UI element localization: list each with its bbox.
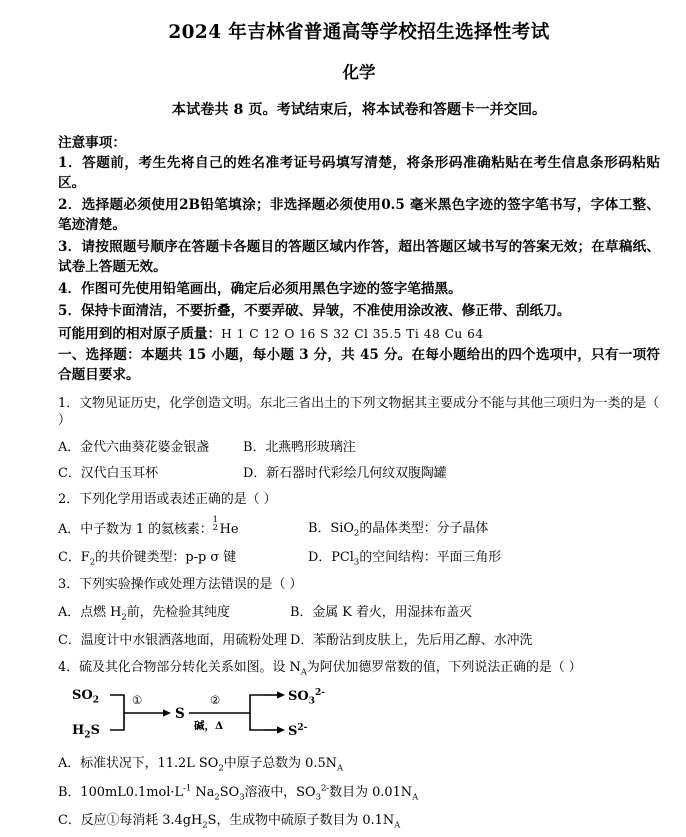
question-3-option-a-post: 前，先检验其纯度 bbox=[126, 604, 230, 620]
question-1-options-row-2 bbox=[58, 456, 660, 482]
question-2-option-c[interactable] bbox=[58, 549, 308, 566]
diagram-sulfur-label: S bbox=[175, 706, 185, 723]
na2so3-sub-na: 2 bbox=[214, 792, 220, 803]
isotope-atomic-number: 2 bbox=[212, 522, 218, 533]
formula-f2-subscript: 2 bbox=[89, 557, 96, 568]
section-header: 一、选择题：本题共 15 小题，每小题 3 分，共 45 分。在每小题给出的四个选项中，只有一项符合题目要求。 bbox=[58, 346, 660, 383]
formula-h2-subscript: 2 bbox=[121, 612, 127, 623]
sulfite-ion-charge: 2- bbox=[321, 783, 330, 794]
question-3-options-row-1 bbox=[58, 593, 660, 621]
sulfite-ion-sub: 3 bbox=[315, 792, 322, 803]
question-4-option-a-pre: A．标准状况下，11.2L SO bbox=[58, 756, 219, 772]
question-2-option-c-label: C． bbox=[58, 550, 81, 566]
notice-item-3: 3．请按照题号顺序在答题卡各题目的答题区域内作答，超出答题区域书写的答案无效；在草稿纸、试卷上答题无效。 bbox=[58, 238, 660, 275]
page-title: 2024 年吉林省普通高等学校招生选择性考试 bbox=[168, 22, 550, 43]
question-4-option-b-mid3: 溶液中，SO bbox=[244, 784, 316, 800]
atomic-masses-label: 可能用到的相对原子质量： bbox=[58, 325, 222, 342]
question-2-option-d[interactable] bbox=[308, 549, 501, 566]
question-2-options-row-1 bbox=[58, 509, 660, 538]
diagram-left-bracket bbox=[110, 695, 124, 730]
question-2-option-d-text: 的空间结构：平面三角形 bbox=[359, 550, 502, 566]
na-subscript-b: A bbox=[412, 792, 419, 803]
question-4-option-b-mid1: Na bbox=[191, 784, 215, 800]
question-4-option-a-row bbox=[58, 746, 660, 772]
diagram-arrow-1-head bbox=[163, 710, 171, 717]
na-subscript-a: A bbox=[336, 763, 344, 774]
question-1-options-row-1 bbox=[58, 430, 660, 456]
diagram-arrow-3-head bbox=[277, 692, 285, 699]
question-3-option-d[interactable]: D．苯酚沾到皮肤上，先后用乙醇、水冲洗 bbox=[290, 633, 533, 649]
h2s-subscript: 2 bbox=[202, 820, 208, 831]
formula-pcl3: PCl bbox=[331, 550, 354, 566]
atomic-masses-values: H 1 C 12 O 16 S 32 Cl 35.5 Ti 48 Cu 64 bbox=[221, 326, 484, 341]
diagram-reactant-so2: $SO_2$ bbox=[72, 688, 99, 706]
question-4-option-b[interactable] bbox=[58, 784, 418, 801]
question-1-option-d[interactable]: D．新石器时代彩绘几何纹双腹陶罐 bbox=[243, 465, 447, 481]
question-3-option-a-pre: A．点燃 H bbox=[58, 604, 122, 620]
diagram-condition-label: 碱，Δ bbox=[194, 720, 224, 733]
notice-item-4: 4．作图可先使用铅笔画出，确定后必须用黑色字迹的签字笔描黑。 bbox=[58, 280, 462, 297]
notice-item-2: 2．选择题必须使用2B铅笔填涂；非选择题必须使用0.5 毫米黑色字迹的签字笔书写，字体工整、笔迹清楚。 bbox=[58, 196, 660, 233]
question-2-option-b[interactable] bbox=[308, 520, 488, 538]
so2-subscript: 2 bbox=[218, 763, 224, 774]
question-2-option-c-text: 的共价键类型：p-p σ 键 bbox=[95, 550, 237, 566]
question-4-stem-post: 为阿伏加德罗常数的值，下列说法正确的是（ ） bbox=[306, 659, 582, 675]
question-3-option-b[interactable]: B．金属 K 着火，用湿抹布盖灭 bbox=[290, 604, 472, 620]
subject-title: 化学 bbox=[342, 63, 376, 83]
question-4-option-b-row bbox=[58, 773, 660, 801]
diagram-product-sulfite: $SO_3^{2-}$ bbox=[288, 688, 325, 707]
question-4-option-c-pre: C．反应①每消耗 3.4gH bbox=[58, 813, 203, 829]
formula-sio2-subscript: 2 bbox=[353, 528, 360, 539]
molarity-exponent: -1 bbox=[183, 783, 192, 794]
question-4-option-a[interactable] bbox=[58, 755, 343, 772]
question-2-stem: 2．下列化学用语或表述正确的是（ ） bbox=[58, 492, 277, 508]
question-4-stem-pre: 4．硫及其化合物部分转化关系如图。设 N bbox=[58, 659, 301, 675]
question-1-stem: 1．文物见证历史，化学创造文明。东北三省出土的下列文物据其主要成分不能与其他三项归为一类的是（ ） bbox=[58, 395, 660, 429]
question-3-stem: 3．下列实验操作或处理方法错误的是（ ） bbox=[58, 576, 303, 592]
question-3-option-a[interactable] bbox=[58, 604, 290, 621]
question-2-option-b-label: B． bbox=[308, 520, 331, 536]
na2so3-sub-o: 3 bbox=[239, 792, 245, 803]
diagram-right-bracket bbox=[250, 695, 265, 730]
notice-item-5: 5．保持卡面清洁，不要折叠，不要弄破、异皱，不准使用涂改液、修正带、刮纸刀。 bbox=[58, 302, 571, 319]
formula-pcl3-subscript: 3 bbox=[353, 557, 360, 568]
question-4-option-b-mid2: SO bbox=[219, 784, 240, 800]
notice-heading: 注意事项： bbox=[58, 135, 126, 152]
diagram-reactant-h2s: $H_2S$ bbox=[72, 723, 100, 741]
question-4-option-c-mid: S，生成物中硫原子数目为 0.1N bbox=[207, 813, 395, 829]
notice-item-1: 1．答题前，考生先将自己的姓名准考证号码填写清楚，将条形码准确粘贴在考生信息条形码粘贴区。 bbox=[58, 155, 660, 191]
question-2-option-b-text: 的晶体类型：分子晶体 bbox=[359, 520, 489, 536]
isotope-notation bbox=[212, 513, 220, 533]
question-4-option-c-row bbox=[58, 801, 660, 829]
question-2-option-a-text: A．中子数为 1 的氦核素： bbox=[58, 521, 213, 537]
na-subscript-c: A bbox=[394, 820, 401, 831]
atomic-masses bbox=[58, 322, 660, 344]
question-2-options-row-2 bbox=[58, 538, 660, 566]
formula-sio2: SiO bbox=[330, 520, 354, 536]
question-2-option-d-label: D． bbox=[308, 550, 332, 566]
isotope-mass-number: 1 bbox=[212, 513, 218, 524]
question-3-option-c[interactable]: C．温度计中水银洒落地面，用硫粉处理 bbox=[58, 633, 288, 649]
question-4-option-b-label: B．100mL0.1mol·L bbox=[58, 784, 184, 800]
sulfur-scheme-svg bbox=[70, 684, 370, 746]
diagram-arrow-4-head bbox=[277, 727, 285, 734]
question-4-option-c[interactable] bbox=[58, 812, 400, 829]
sulfur-transformation-diagram bbox=[58, 676, 660, 746]
question-2-option-a[interactable] bbox=[58, 513, 308, 538]
diagram-step-2-label: ② bbox=[210, 693, 221, 708]
question-4-option-b-mid4: 数目为 0.01N bbox=[329, 784, 413, 800]
question-1-option-b[interactable]: B．北燕鸭形玻璃注 bbox=[243, 439, 356, 455]
question-4-stem bbox=[58, 650, 660, 676]
question-3-options-row-2 bbox=[58, 621, 660, 649]
question-1-option-a[interactable]: A．金代六曲葵花婆金银盏 bbox=[58, 439, 210, 455]
diagram-product-sulfide: $S^{2-}$ bbox=[288, 723, 308, 740]
isotope-symbol: He bbox=[219, 521, 239, 537]
question-1-option-c[interactable]: C．汉代白玉耳杯 bbox=[58, 465, 159, 481]
formula-f2: F bbox=[80, 550, 90, 566]
avogadro-subscript: A bbox=[300, 667, 307, 678]
diagram-step-1-label: ① bbox=[132, 693, 143, 708]
exam-note: 本试卷共 8 页。考试结束后，将本试卷和答题卡一并交回。 bbox=[171, 101, 547, 118]
question-4-option-a-mid: 中原子总数为 0.5N bbox=[223, 756, 337, 772]
